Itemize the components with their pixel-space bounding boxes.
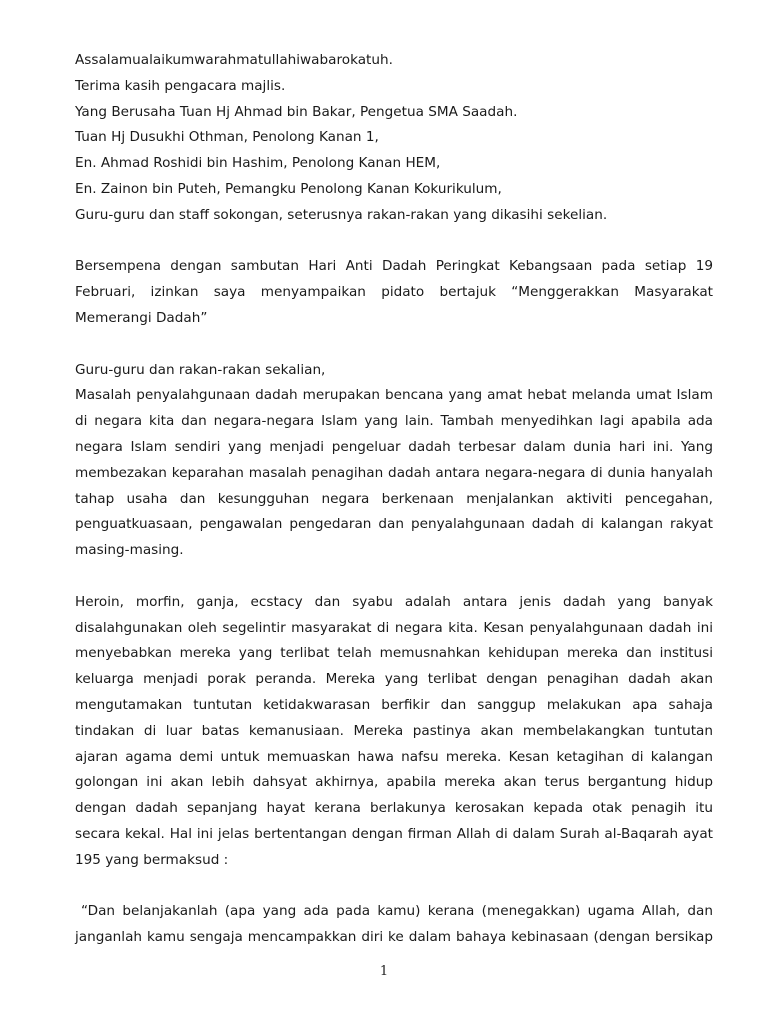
greeting-line: Tuan Hj Dusukhi Othman, Penolong Kanan 1, [75,129,379,146]
page-number: 1 [379,964,389,979]
paragraph-gap [75,229,713,255]
greeting-line: En. Ahmad Roshidi bin Hashim, Penolong Kanan HEM, [75,155,441,172]
quran-quote: “Dan belanjakanlah (apa yang ada pada kamu) kerana (menegakkan) ugama Allah, dan janganlah kamu sengaja mencampakkan diri ke dalam bahaya kebinasaan (dengan bersikap [75,903,713,946]
paragraph-gap [75,332,713,358]
body-paragraph-2: Heroin, morfin, ganja, ecstacy dan syabu adalah antara jenis dadah yang banyak disalahgunakan oleh segelintir masyarakat di negara kita. Kesan penyalahgunaan dadah ini menyebabkan mereka yang terlibat telah memusnahkan kehidupan mereka dan institusi keluarga menjadi porak peranda. Mereka yang terlibat dengan penagihan dadah akan mengutamakan tuntutan ketidakwarasan berfikir dan sanggup melakukan apa sahaja tindakan di luar batas kemanusiaan. Mereka pastinya akan membelakangkan tuntutan ajaran agama demi untuk memuaskan hawa nafsu mereka. Kesan ketagihan di kalangan golongan ini akan lebih dahsyat akhirnya, apabila mereka akan terus bergantung hidup dengan dadah sepanjang hayat kerana berlakunya kerosakan kepada otak penagih itu secara kekal. Hal ini jelas bertentangan dengan firman Allah di dalam Surah al-Baqarah ayat 195 yang bermaksud : [75,593,713,868]
speech-text [75,48,713,951]
greeting-line: En. Zainon bin Puteh, Pemangku Penolong Kanan Kokurikulum, [75,180,502,197]
paragraph-gap [75,874,713,900]
body-paragraph-1: Masalah penyalahgunaan dadah merupakan bencana yang amat hebat melanda umat Islam di negara kita dan negara-negara Islam yang lain. Tambah menyedihkan lagi apabila ada negara Islam sendiri yang menjadi pengeluar dadah terbesar dalam dunia hari ini. Yang membezakan keparahan masalah penagihan dadah antara negara-negara di dunia hanyalah tahap usaha dan kesungguhan negara berkenaan menjalankan aktiviti pencegahan, penguatkuasaan, pengawalan pengedaran dan penyalahgunaan dadah di kalangan rakyat masing-masing. [75,387,713,559]
audience-address: Guru-guru dan rakan-rakan sekalian, [75,361,326,378]
greeting-line: Assalamualaikumwarahmatullahiwabarokatuh. [75,52,393,68]
greeting-line: Yang Berusaha Tuan Hj Ahmad bin Bakar, Pengetua SMA Saadah. [75,103,518,120]
greeting-block [75,48,713,229]
intro-paragraph: Bersempena dengan sambutan Hari Anti Dadah Peringkat Kebangsaan pada setiap 19 Februari, izinkan saya menyampaikan pidato bertajuk “Menggerakkan Masyarakat Memerangi Dadah” [75,258,713,326]
paragraph-gap [75,564,713,590]
greeting-line: Guru-guru dan staff sokongan, seterusnya rakan-rakan yang dikasihi sekelian. [75,206,608,223]
greeting-line: Terima kasih pengacara majlis. [75,77,286,94]
